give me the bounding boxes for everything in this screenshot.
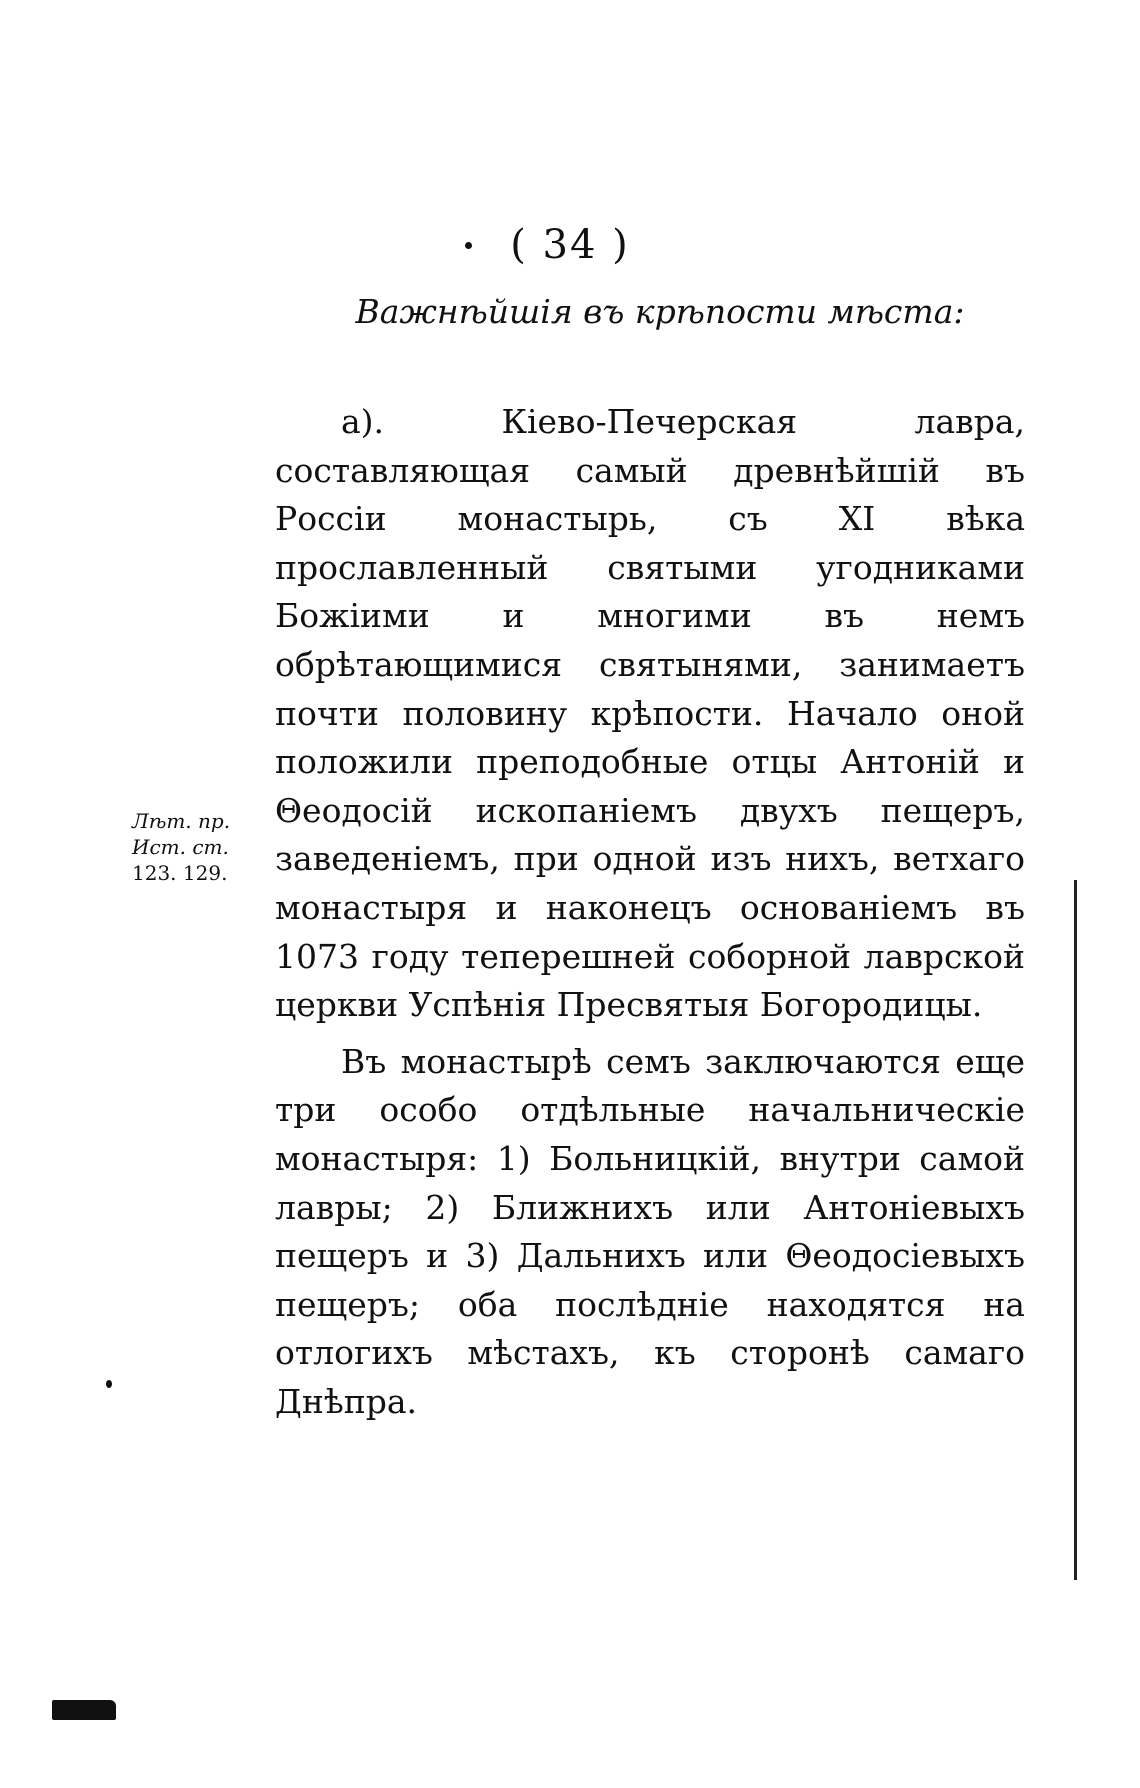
ink-speck <box>106 1380 112 1388</box>
body-text <box>275 398 1025 1426</box>
paragraph-1: а). Кіево-Печерская лавра, составляющая самый древнѣйшій въ Россіи монастырь, съ XI вѣка прославленный святыми угодниками Божіими и многими въ немъ обрѣтающимися святынями, занимаетъ почти половину крѣпости. Начало оной положили преподобные отцы Антоній и Θеодосій ископаніемъ двухъ пещеръ, заведеніемъ, при одной изъ нихъ, ветхаго монастыря и наконецъ основаніемъ въ 1073 году теперешней соборной лаврской церкви Успѣнія Пресвятыя Богородицы. <box>275 402 1025 1025</box>
page-edge-shadow <box>1074 880 1077 1580</box>
margin-note-line-2: Ист. ст. <box>132 835 229 859</box>
margin-note-line-3: 123. 129. <box>132 861 228 885</box>
ink-blot <box>52 1700 116 1720</box>
section-heading: Важнѣйшія въ крѣпости мѣста: <box>355 292 965 331</box>
page-number: ( 34 ) <box>510 222 630 268</box>
paragraph-2: Въ монастырѣ семъ заключаются еще три особо отдѣльные начальническіе монастыря: 1) Больницкій, внутри самой лавры; 2) Ближнихъ или Антоніевыхъ пещеръ и 3) Дальнихъ или Θеодосіевыхъ пещеръ; оба послѣдніе находятся на отлогихъ мѣстахъ, къ сторонѣ самаго Днѣпра. <box>275 1041 1025 1421</box>
margin-note <box>132 808 282 886</box>
margin-note-line-1: Лѣт. пр. <box>132 809 231 833</box>
ink-speck <box>465 242 472 249</box>
